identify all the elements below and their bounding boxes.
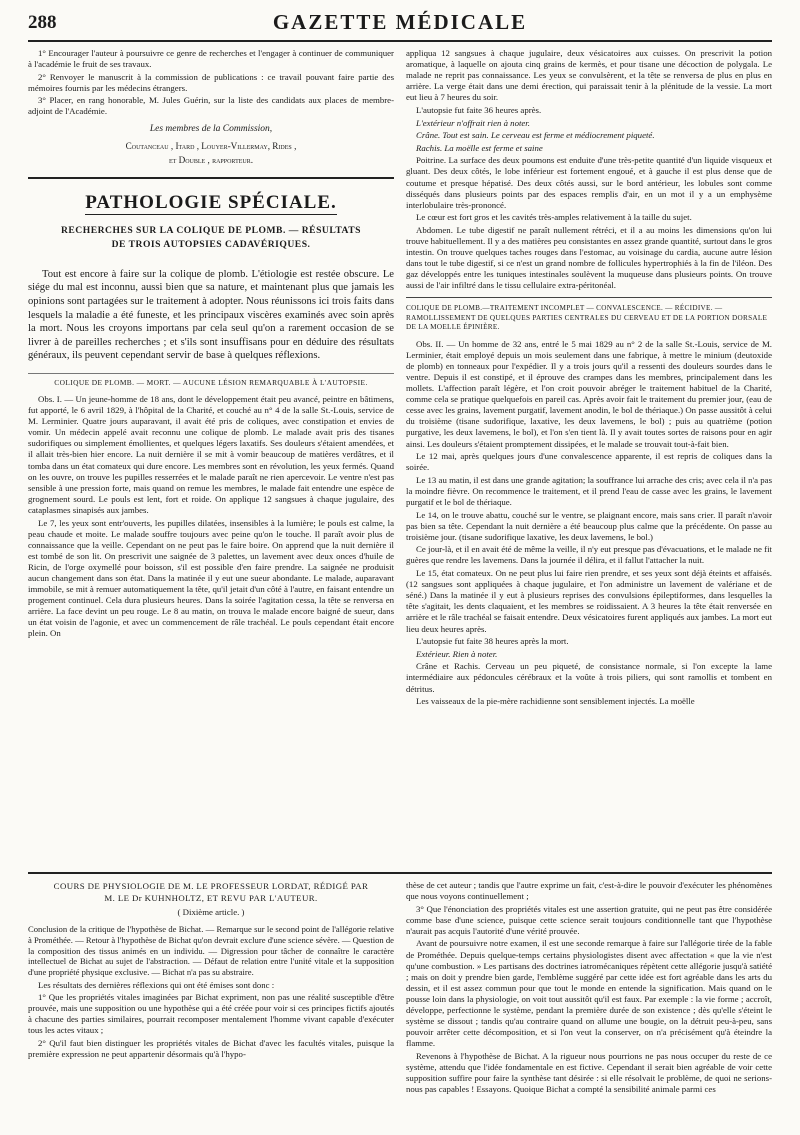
top-columns: [28, 48, 772, 870]
signature-line-2: et Double , rapporteur.: [168, 154, 254, 165]
autopsy-line: L'autopsie fut faite 36 heures après.: [416, 104, 542, 115]
left-column: [28, 48, 394, 870]
case1-para: Le 7, les yeux sont entr'ouverts, les pupilles dilatées, insensibles à la lumière; le pouls est calme, la peau chaude et moite. Le malade souffre toujours avec peine qu'on le touche. Il paraît avoir plus de connaissance que la veille. Cependant on ne peut pas le faire boire. On apprend que la nuit dernière il est tombé de son lit. On prescrivit une saignée de 3 palettes, un lavement avec deux onces d'huile de Ricin, de l'orge oxymellé pour boisson, s'il est possible d'en faire prendre. La saignée ne produisit aucun changement dans son état. Dans la matinée il y eut une sueur abondante. Le malade, auparavant immobile, se mit à remuer automatiquement la tête, qu'il jetait d'un côté à l'autre, en faisant entendre un progement continuel. Cela dura plusieurs heures. Dans la soirée l'agitation cessa, la tête se renversa en arrière. La face devint un peu rouge. Le 8 au matin, on trouva le malade encore baigné de sueur, dans un état voisin de l'agonie, et avec un commencement de râle trachéal. Le pouls cependant était encore plein. On: [28, 517, 394, 639]
case1-continued: appliqua 12 sangsues à chaque jugulaire, deux vésicatoires aux cuisses. On prescrivit la potion aromatique, à laquelle on ajouta cinq grains de kermès, et pour tisane une décoction de polygala. Le malade ne reprit pas connaissance. Les yeux se convulsèrent, et la tête se renversa de plus en plus en arrière. La verge était dans une demi érection, qui paraissait tenir à la plénitude de la vessie. La mort eut lieu à 7 heures du soir.: [406, 48, 772, 103]
case-divider: [406, 297, 772, 298]
case2-para: Crâne et Rachis. Cerveau un peu piqueté, de consistance normale, si l'on excepte la lame intermédiaire aux pédoncules cérébraux et la voûte à trois piliers, qui sont ramollis et tombent en détritus.: [406, 661, 772, 694]
case2-para: Ce jour-là, et il en avait été de même la veille, il n'y eut presque pas d'évacuations, et le malade ne fit guères que rendre les lavemens. Dans la journée il délira, et il fallut l'attacher la nuit.: [406, 544, 772, 566]
commission-item-3: 3° Placer, en rang honorable, M. Jules Guérin, sur la liste des candidats aux places de membre-adjoint de l'Académie.: [28, 95, 394, 117]
bottom-left-column: [28, 880, 394, 1135]
case2-para: Obs. II. — Un homme de 32 ans, entré le 5 mai 1829 au n° 2 de la salle St.-Louis, service de M. Lerminier, était employé depuis un mois seulement dans une fabrique, à mettre le minium (deutoxide de plomb) en tonneaux pour l'expédier. Il y a trois jours qu'il a ressenti des douleurs sourdes dans le ventre. Depuis il est constipé, et il éprouve des crampes dans les membres, principalement dans les mollets. L'affection paraît légère, et l'on croit pouvoir abréger le traitement habituel de la Charité, comme cela se pratique quelquefois en pareil cas. Après avoir fait le traitement du premier jour, (eau de cesse avec les grains, lavement purgatif, lavement anodin, le bol de thériaque.) On passe aussitôt à celui du troisième (tisane sudorifique, laxative, les deux lavemens, le bol) ; puis au quatrième (potion purgative, les deux lavemens, le bol), et l'on s'en tient là. Il y avait toutes sortes de raisons pour en agir ainsi. Les douleurs s'étaient promptement dissipées, et le malade se trouvait tout-à-fait bien.: [406, 338, 772, 449]
cours-summary: Conclusion de la critique de l'hypothèse de Bichat. — Remarque sur le second point de l'allégorie relative à Prométhée. — Retour à l'hypothèse de Bichat qu'on devrait exclure d'une science sévère. — Question de la composition des tissus animés en un individu. — Digression pour tâcher de connaître le caractère intellectuel de Bichat au sujet de l'abstraction. — Défaut de relation entre l'unité vitale et la supposition d'une propriété physique exclusive. — Bichat n'a pas su abstraire.: [28, 924, 394, 978]
exterior-line: L'extérieur n'offrait rien à noter.: [416, 117, 530, 128]
abdomen-para: Abdomen. Le tube digestif ne paraît nullement rétréci, et il a au moins les dimensions qu'on lui trouve habituellement. Il y a des matières peu consistantes en assez grande quantité, surtout dans le gros intestin. On trouve quelques taches rouges dans l'estomac, au voisinage du cardia, aucune autre lésion dans tout le tube digestif, si ce n'est un grand nombre de follicules hypertrophiés à la fin de l'iléon. Des gaz développés entre les tuniques intestinales soulèvent la muqueuse dans plusieurs points. On trouve aussi de l'air infiltré dans le tissu cellulaire extra-péritonéal.: [406, 224, 772, 291]
case2-para: Le 14, on le trouve abattu, couché sur le ventre, se plaignant encore, mais sans crier. Il paraît n'avoir pas bien sa tête. Cependant la nuit dernière a été beaucoup plus calme que la précédente. On passe au troisième jour. (tisane sudorifique laxative, les deux lavemens, le bol.): [406, 509, 772, 542]
case1-heading: COLIQUE DE PLOMB. — MORT. — AUCUNE LÉSION REMARQUABLE À L'AUTOPSIE.: [28, 373, 394, 388]
cours-para: 3° Que l'énonciation des propriétés vitales est une assertion gratuite, qui ne peut pas être considérée comme base d'une science, puisque cette science serait toujours conditionnelle tant que l'hypothèse n'aurait pas acquis l'autorité d'une vérité prouvée.: [406, 903, 772, 936]
case2-para: Le 15, état comateux. On ne peut plus lui faire rien prendre, et ses yeux sont déjà éteints et affaisés. (12 sangsues sont appliquées à chaque jugulaire, et l'on administre un lavement de valériane et de séné.) Dans la matinée il y eut à plusieurs reprises des convulsions épileptiformes, dans lesquelles la tête s'agitait, les dents claquaient, et les membres se roidissaient. A 3 heures la tête était renversée en arrière et le râle trachéal se faisait entendre. Deux vésicatoires furent appliqués aux jambes. La mort eut lieu deux heures après.: [406, 568, 772, 634]
commission-signature-title: Les membres de la Commission,: [149, 123, 273, 134]
cours-para: Les résultats des dernières réflexions qui ont été émises sont donc :: [38, 979, 275, 990]
case2-para: Le 12 mai, après quelques jours d'une convalescence apparente, il est repris de coliques dans la soirée.: [406, 451, 772, 473]
cours-para: Avant de poursuivre notre examen, il est une seconde remarque à faire sur l'allégorie tirée de la fable de Prométhée. Depuis quelque-temps certains physiologistes disent avec affectation « que la vie n'est qu'une combustion. » Les partisans des doctrines iatromécaniques répètent cette allégorie jusqu'à satiété ; mais on doit y prendre bien garde, l'emblème suggéré par cette idée est fort agréable dans les arts du dessin, et il est assez commun pour que tout le monde en entende la signification. Mais quand on le pousse loin dans la physiologie, on voit tout aussitôt qu'il est faux. Par exemple : la vie forme ; accroît, développe, perfectionne le système, pendant la première durée de son existence ; dès qu'elle s'éteint le système se dissout ; tandis qu'au contraire quand on allume une bougie, on la détruit peu-à-peu, sans pouvoir arrêter cette décomposition, et si l'on veut la conserver, on n'a précisément qu'à éteindre la flamme.: [406, 938, 772, 1049]
article-title: RECHERCHES SUR LA COLIQUE DE PLOMB. — RÉSULTATS DE TROIS AUTOPSIES CADAVÉRIQUES.: [60, 224, 361, 250]
poitrine-para: Poitrine. La surface des deux poumons est enduite d'une très-petite quantité d'un liquide visqueux et gluant. Des deux côtés, le lobe inférieur est fortement engoué, et à gauche il est plus dense que de coutume et presque hépatisé. Des deux côtés aussi, sur le bord antérieur, les lobules sont comme disséqués dans plusieurs points par des espaces remplis d'air, en un mot il y a un emphysème interlobulaire très-prononcé.: [406, 155, 772, 210]
case2-para: Le 13 au matin, il est dans une grande agitation; la souffrance lui arrache des cris; avec cela il n'a pas la moindre fièvre. On recommence le traitement, et il prend l'eau de casse avec les grains, le lavement purgatif et le bol de thériaque.: [406, 474, 772, 507]
case2-para: Extérieur. Rien à noter.: [416, 648, 498, 659]
case1-para: Obs. I. — Un jeune-homme de 18 ans, dont le développement était peu avancé, peintre en bâtimens, fut apporté, le 6 avril 1829, à l'hôpital de la Charité, et couché au n° 4 de la salle St.-Louis, service de M. Lerminier. Quatre jours auparavant, il avait été pris de coliques, avec constipation et envies de vomir. Un médecin appelé avait reconnu une colique de plomb. Le malade avait pris des tisanes sudorifiques ou simplement émollientes, et quelques légers laxatifs. Ses douleurs s'étaient amendées, et il allait très-bien hier encore. La nuit dernière il se mit à vomir beaucoup de matières verdâtres, et il tomba dans un état comateux qui dure encore. Les membres sont en révolution, les yeux fermés. Quand on les ouvre, on trouve les pupilles resserrées et le malade paraît ne rien apercevoir. Le ventre n'est pas sensible à une pression forte, mais quand on remue les membres, le malade fait entendre une espèce de grognement sourd. Le pouls est lent, fort et roide. On applique 12 sangsues à chaque jugulaire, des cataplasmes sinapisés aux jambes.: [28, 394, 394, 515]
cours-para: thèse de cet auteur ; tandis que l'autre exprime un fait, c'est-à-dire le pouvoir d'exécuter les phénomènes que nous voyons continuellement ;: [406, 880, 772, 902]
article-number: ( Dixième article. ): [177, 907, 245, 917]
bottom-right-column: [406, 880, 772, 1135]
bottom-section: [28, 872, 772, 1135]
case2-heading: COLIQUE DE PLOMB.—TRAITEMENT INCOMPLET — CONVALESCENCE. — RÉCIDIVE. — RAMOLLISSEMENT DE QUELQUES PARTIES CENTRALES DU CERVEAU ET DE LA PORTION DORSALE DE LA MOELLE ÉPINIÈRE.: [406, 304, 768, 332]
cours-para: Revenons à l'hypothèse de Bichat. A la rigueur nous pourrions ne pas nous occuper du reste de ce système, attendu que l'idée fondamentale en est fictive. Cependant il serait bien agréable de voir cette supposition suffire pour faire la synthèse tant désirée : si elle résolvait le problème, de quoi ne serions-nous pas capables ! Essayons. Quoique Bichat a compté la sensibilité animale parmi ces: [406, 1050, 772, 1095]
commission-signatures: [28, 139, 394, 167]
commission-item-1: 1° Encourager l'auteur à poursuivre ce genre de recherches et l'engager à continuer de communiquer à l'académie le fruit de ses travaux.: [28, 48, 394, 70]
case2-para: Les vaisseaux de la pie-mère rachidienne sont sensiblement injectés. La moëlle: [416, 696, 695, 707]
cours-para: 2° Qu'il faut bien distinguer les propriétés vitales de Bichat d'avec les facultés vitales, puisque la première expression ne peut appartenir désormais qu'à l'hypo-: [28, 1038, 394, 1060]
case2-para: L'autopsie fut faite 38 heures après la mort.: [416, 636, 569, 647]
cours-title: COURS DE PHYSIOLOGIE DE M. LE PROFESSEUR LORDAT, RÉDIGÉ PAR M. LE Dr KUHNHOLTZ, ET REVU PAR L'AUTEUR.: [53, 881, 369, 903]
crane-line: Crâne. Tout est sain. Le cerveau est ferme et médiocrement piqueté.: [416, 130, 655, 141]
page-number: 288: [28, 12, 57, 33]
article-intro: Tout est encore à faire sur la colique de plomb. L'étiologie est restée obscure. Le siége du mal est inconnu, aussi bien que sa nature, et maintenant plus que jamais les opinions sont partagées sur le traitement à adopter. Nous réunissons ici trois faits dans lesquels la maladie a été funeste, et les principaux viscères examinés avec soin après la mort. Nous les croyons importans par cela seul qu'on a rarement occasion de se livrer à de pareilles recherches ; et s'ils sont insuffisans pour en déduire des résultats généraux, ils peuvent cependant servir de base à quelques réflexions.: [28, 268, 394, 362]
journal-title: GAZETTE MÉDICALE: [272, 10, 528, 34]
right-column: [406, 48, 772, 870]
cours-para: 1° Que les propriétés vitales imaginées par Bichat expriment, non pas une réalité susceptible d'être prouvée, mais une supposition ou une hypothèse qui a été créée pour voir si ces principes fictifs ajoutés à chacune des parties similaires, pourrait recomposer mentalement l'homme vivant capable d'exécuter tous les actes vitaux ;: [28, 992, 394, 1036]
coeur-line: Le cœur est fort gros et les cavités très-amples relativement à la taille du sujet.: [416, 212, 692, 223]
section-divider: [28, 177, 394, 179]
rachis-line: Rachis. La moëlle est ferme et saine: [416, 142, 543, 153]
section-title: PATHOLOGIE SPÉCIALE.: [85, 191, 337, 213]
page-header: [28, 8, 772, 42]
signature-line-1: Coutanceau , Itard , Louyer-Villermay, Rides ,: [125, 140, 297, 151]
commission-item-2: 2° Renvoyer le manuscrit à la commission de publications : ce travail pouvant faire partie des mémoires fournis par les médecins étrangers.: [28, 71, 394, 93]
